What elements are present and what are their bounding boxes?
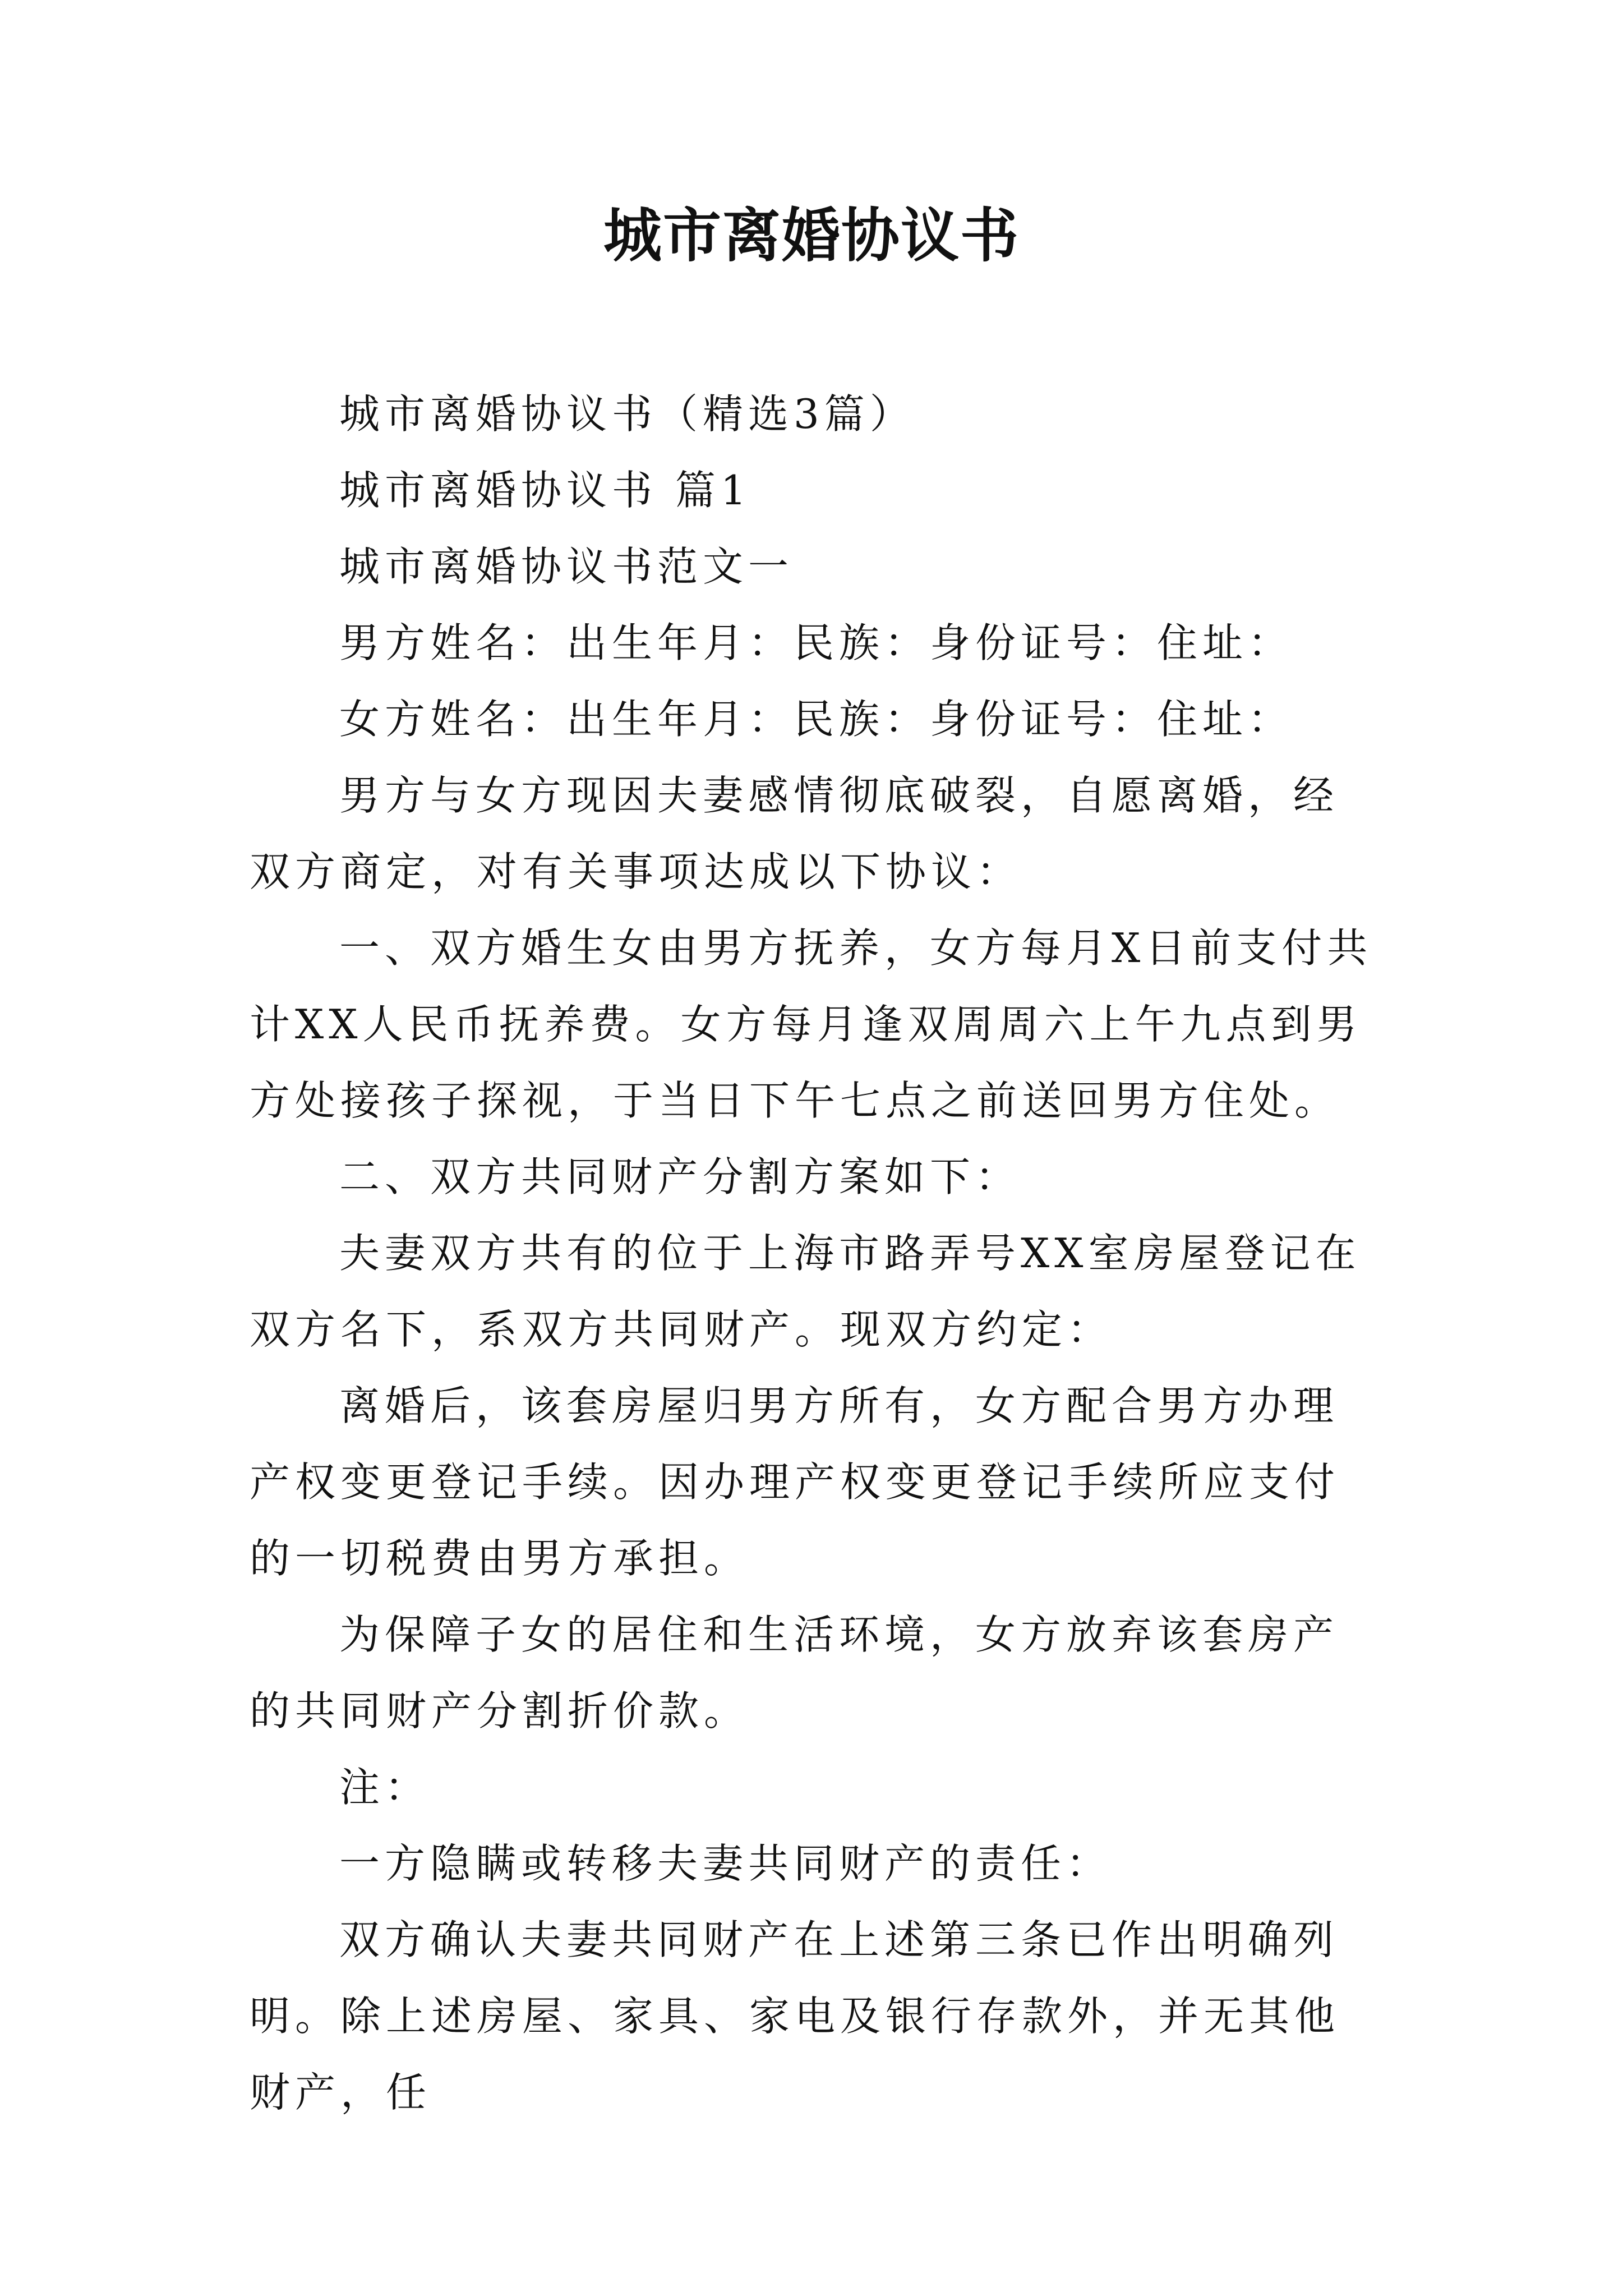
- paragraph-property-ownership: 离婚后，该套房屋归男方所有，女方配合男方办理产权变更登记手续。因办理产权变更登记手续所应支付的一切税费由男方承担。: [250, 1382, 1340, 1582]
- paragraph-female-party-info: 女方姓名：出生年月：民族：身份证号：住址：: [339, 696, 1294, 743]
- paragraph-property-waiver: 为保障子女的居住和生活环境，女方放弃该套房产的共同财产分割折价款。: [250, 1611, 1339, 1734]
- paragraph-clause-custody: 一、双方婚生女由男方抚养，女方每月X日前支付共计XX人民币抚养费。女方每月逢双周周六上午九点到男方处接孩子探视，于当日下午七点之前送回男方住处。: [250, 924, 1373, 1124]
- paragraph-agreement-intro: 男方与女方现因夫妻感情彻底破裂，自愿离婚，经双方商定，对有关事项达成以下协议：: [250, 772, 1339, 895]
- paragraph-concealment-heading: 一方隐瞒或转移夫妻共同财产的责任：: [339, 1840, 1112, 1887]
- paragraph-section-heading: 城市离婚协议书 篇1: [339, 467, 751, 514]
- paragraph-clause-property-heading: 二、双方共同财产分割方案如下：: [339, 1153, 1021, 1200]
- paragraph-selection-note: 城市离婚协议书（精选3篇）: [339, 390, 915, 438]
- paragraph-concealment-body: 双方确认夫妻共同财产在上述第三条已作出明确列明。除上述房屋、家具、家电及银行存款外，并无其他财产，任: [250, 1916, 1340, 2116]
- paragraph-note-label: 注：: [339, 1764, 431, 1811]
- document-body: [250, 376, 1382, 2131]
- paragraph-property-description: 夫妻双方共有的位于上海市路弄号XX室房屋登记在双方名下，系双方共同财产。现双方约定：: [250, 1230, 1361, 1353]
- paragraph-male-party-info: 男方姓名：出生年月：民族：身份证号：住址：: [339, 619, 1294, 666]
- document-title: 城市离婚协议书: [603, 201, 1020, 270]
- paragraph-sample-heading: 城市离婚协议书范文一: [339, 543, 794, 590]
